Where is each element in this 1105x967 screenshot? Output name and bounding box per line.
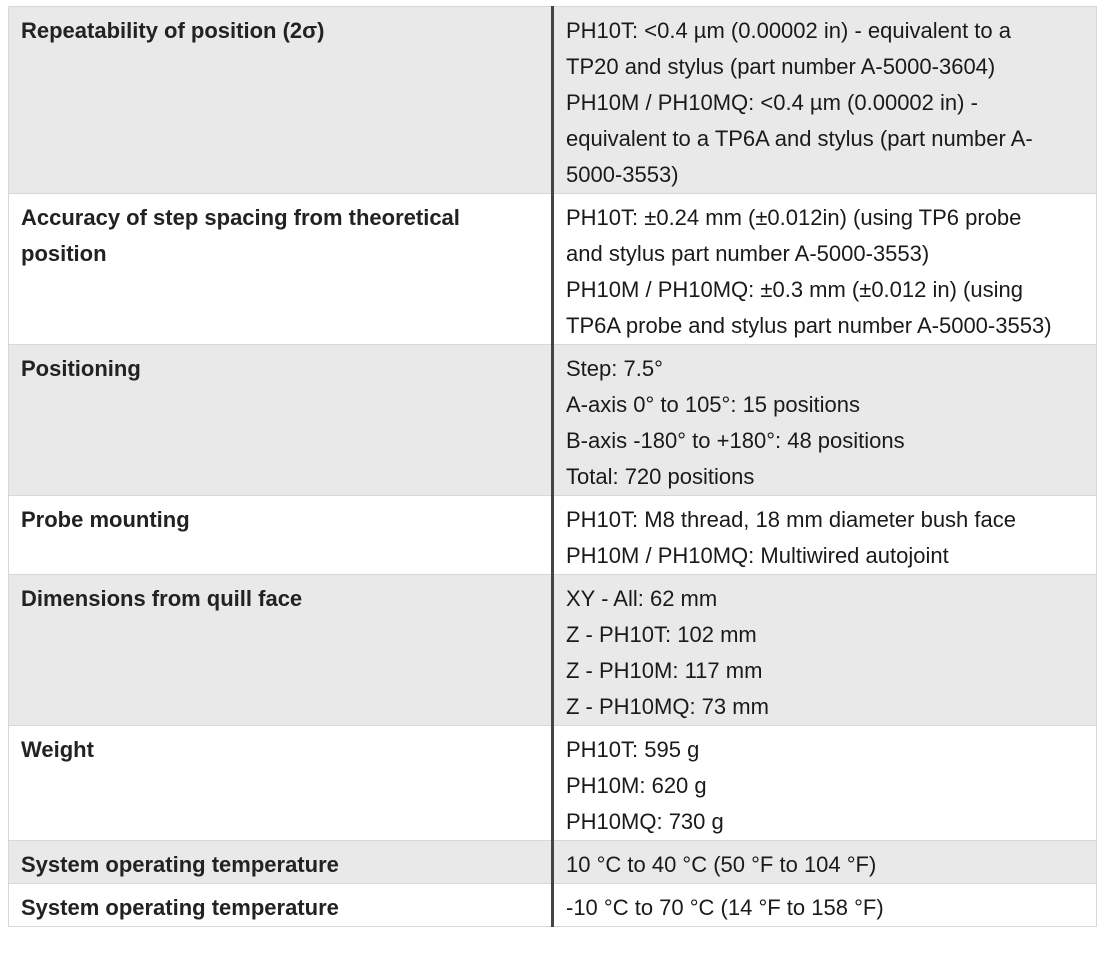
table-row <box>9 726 1097 841</box>
spec-value-line: 5000-3553) <box>566 162 679 187</box>
table-row <box>9 194 1097 345</box>
spec-value-line: PH10M / PH10MQ: Multiwired autojoint <box>566 543 949 568</box>
spec-value-line: TP6A probe and stylus part number A-5000-3553) <box>566 313 1052 338</box>
specifications-table <box>8 6 1097 927</box>
spec-value-line: Z - PH10M: 117 mm <box>566 658 763 683</box>
spec-value-line: A-axis 0° to 105°: 15 positions <box>566 392 860 417</box>
spec-label: Repeatability of position (2σ) <box>9 7 553 194</box>
spec-value-line: PH10T: ±0.24 mm (±0.012in) (using TP6 probe <box>566 205 1022 230</box>
spec-value-line: Step: 7.5° <box>566 356 663 381</box>
spec-value-line: B-axis -180° to +180°: 48 positions <box>566 428 905 453</box>
spec-value-line: Total: 720 positions <box>566 464 755 489</box>
spec-value-line: PH10M: 620 g <box>566 773 707 798</box>
spec-value <box>553 841 1097 884</box>
spec-value <box>553 575 1097 726</box>
spec-value <box>553 7 1097 194</box>
spec-value <box>553 884 1097 927</box>
spec-label: Weight <box>9 726 553 841</box>
spec-value-line: XY - All: 62 mm <box>566 586 718 611</box>
spec-label: Accuracy of step spacing from theoretical position <box>9 194 553 345</box>
spec-value-line: and stylus part number A-5000-3553) <box>566 241 930 266</box>
table-row <box>9 345 1097 496</box>
spec-value-line: equivalent to a TP6A and stylus (part number A- <box>566 126 1033 151</box>
spec-label: Positioning <box>9 345 553 496</box>
spec-value <box>553 726 1097 841</box>
spec-value-line: PH10MQ: 730 g <box>566 809 724 834</box>
spec-value-line: 10 °C to 40 °C (50 °F to 104 °F) <box>566 852 877 877</box>
table-row <box>9 575 1097 726</box>
spec-label: System operating temperature <box>9 841 553 884</box>
spec-value-line: PH10M / PH10MQ: <0.4 µm (0.00002 in) - <box>566 90 978 115</box>
spec-value-line: PH10T: 595 g <box>566 737 700 762</box>
spec-value-line: PH10T: <0.4 µm (0.00002 in) - equivalent to a <box>566 18 1011 43</box>
table-row <box>9 884 1097 927</box>
spec-value <box>553 345 1097 496</box>
spec-value-line: PH10T: M8 thread, 18 mm diameter bush face <box>566 507 1016 532</box>
spec-label: Probe mounting <box>9 496 553 575</box>
spec-value-line: Z - PH10MQ: 73 mm <box>566 694 769 719</box>
spec-value <box>553 496 1097 575</box>
spec-label: System operating temperature <box>9 884 553 927</box>
spec-label: Dimensions from quill face <box>9 575 553 726</box>
spec-value <box>553 194 1097 345</box>
spec-value-line: Z - PH10T: 102 mm <box>566 622 757 647</box>
spec-value-line: PH10M / PH10MQ: ±0.3 mm (±0.012 in) (using <box>566 277 1023 302</box>
table-row <box>9 841 1097 884</box>
table-row <box>9 7 1097 194</box>
spec-value-line: TP20 and stylus (part number A-5000-3604) <box>566 54 996 79</box>
spec-value-line: -10 °C to 70 °C (14 °F to 158 °F) <box>566 895 884 920</box>
table-row <box>9 496 1097 575</box>
